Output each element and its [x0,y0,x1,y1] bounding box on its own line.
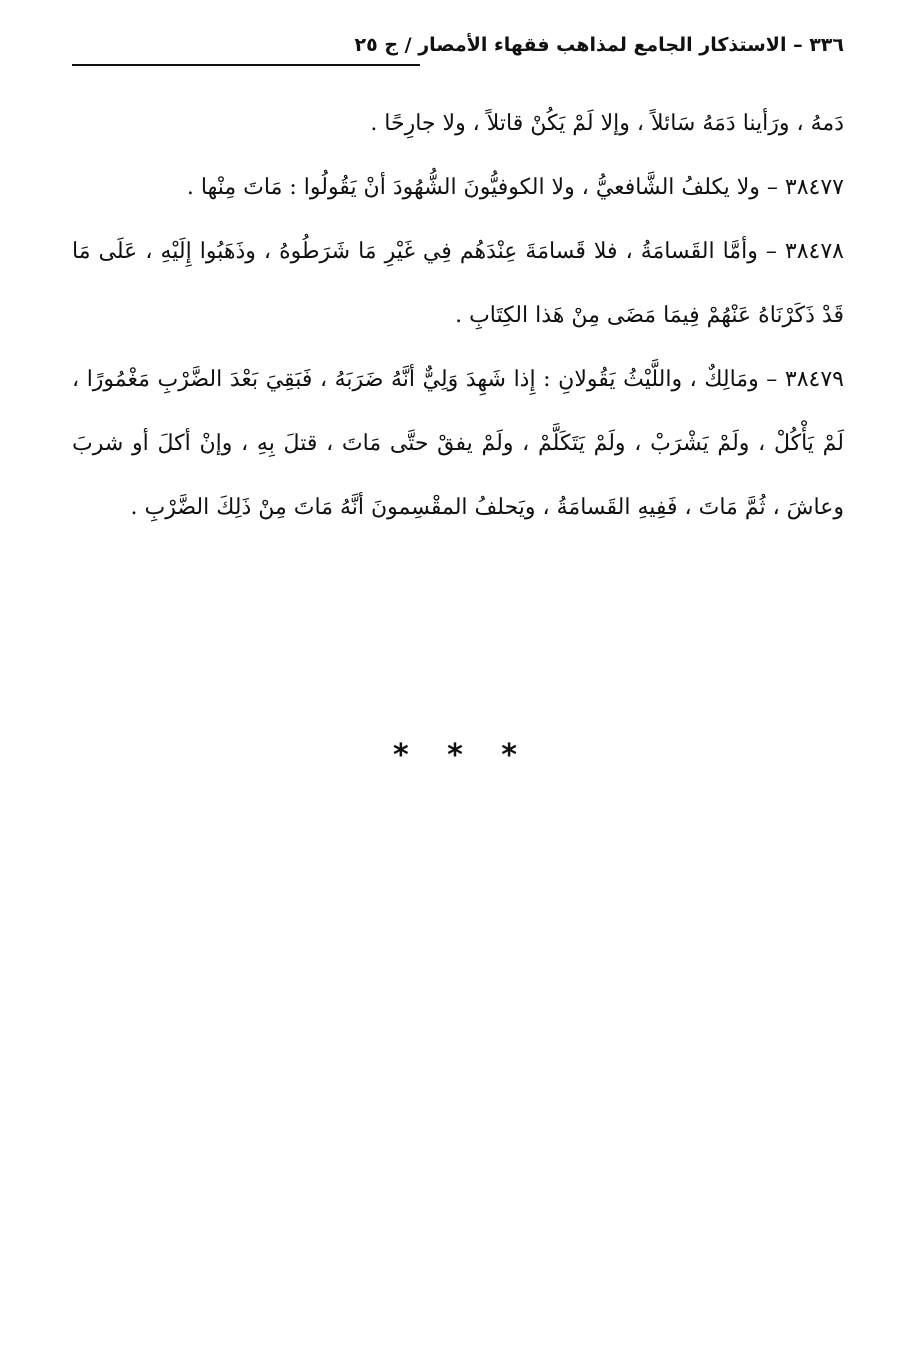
paragraph-38479 [72,348,844,540]
paragraph-text: دَمهُ ، ورَأينا دَمَهُ سَائلاً ، وإلا لَمْ يَكُنْ قاتلاً ، ولا جارِحًا . [370,111,844,136]
body-text [72,92,844,540]
header-rule [72,64,420,66]
paragraph-text: – ومَالِكٌ ، واللَّيْثُ يَقُولانِ : إِذا شَهِدَ وَلِيٌّ أنَّهُ ضَرَبَهُ ، فَبَقِيَ بَعْدَ الضَّرْبِ مَغْمُورًا ، لَمْ يَأْكُلْ ، ولَمْ يَشْرَبْ ، ولَمْ يَتَكَلَّمْ ، ولَمْ يفقْ حتَّى مَاتَ ، قتلَ بِهِ ، وإنْ أكلَ أو شربَ وعاشَ ، ثُمَّ مَاتَ ، فَفِيهِ القَسامَةُ ، ويَحلفُ المقْسِمونَ أنَّهُ مَاتَ مِنْ ذَلِكَ الضَّرْبِ . [72,367,844,520]
paragraph-text: – ولا يكلفُ الشَّافعيُّ ، ولا الكوفيُّونَ الشُّهُودَ أنْ يَقُولُوا : مَاتَ مِنْها . [186,175,785,200]
paragraph-number: ٣٨٤٧٩ [784,367,844,392]
paragraph-number: ٣٨٤٧٧ [784,175,844,200]
paragraph-number: ٣٨٤٧٨ [784,239,844,264]
section-break-asterisks: * * * [393,738,531,773]
running-header: ٣٣٦ – الاستذكار الجامع لمذاهب فقهاء الأمصار / ج ٢٥ [354,34,844,56]
paragraph-continuation [72,92,844,156]
paragraph-text: – وأمَّا القَسامَةُ ، فلا قَسامَةَ عِنْدَهُم فِي غَيْرِ مَا شَرَطُوهُ ، وذَهَبُوا إِلَيْهِ ، عَلَى مَا قَدْ ذَكَرْنَاهُ عَنْهُمْ فِيمَا مَضَى مِنْ هَذا الكِتَابِ . [72,239,844,328]
paragraph-38477 [72,156,844,220]
paragraph-38478 [72,220,844,348]
